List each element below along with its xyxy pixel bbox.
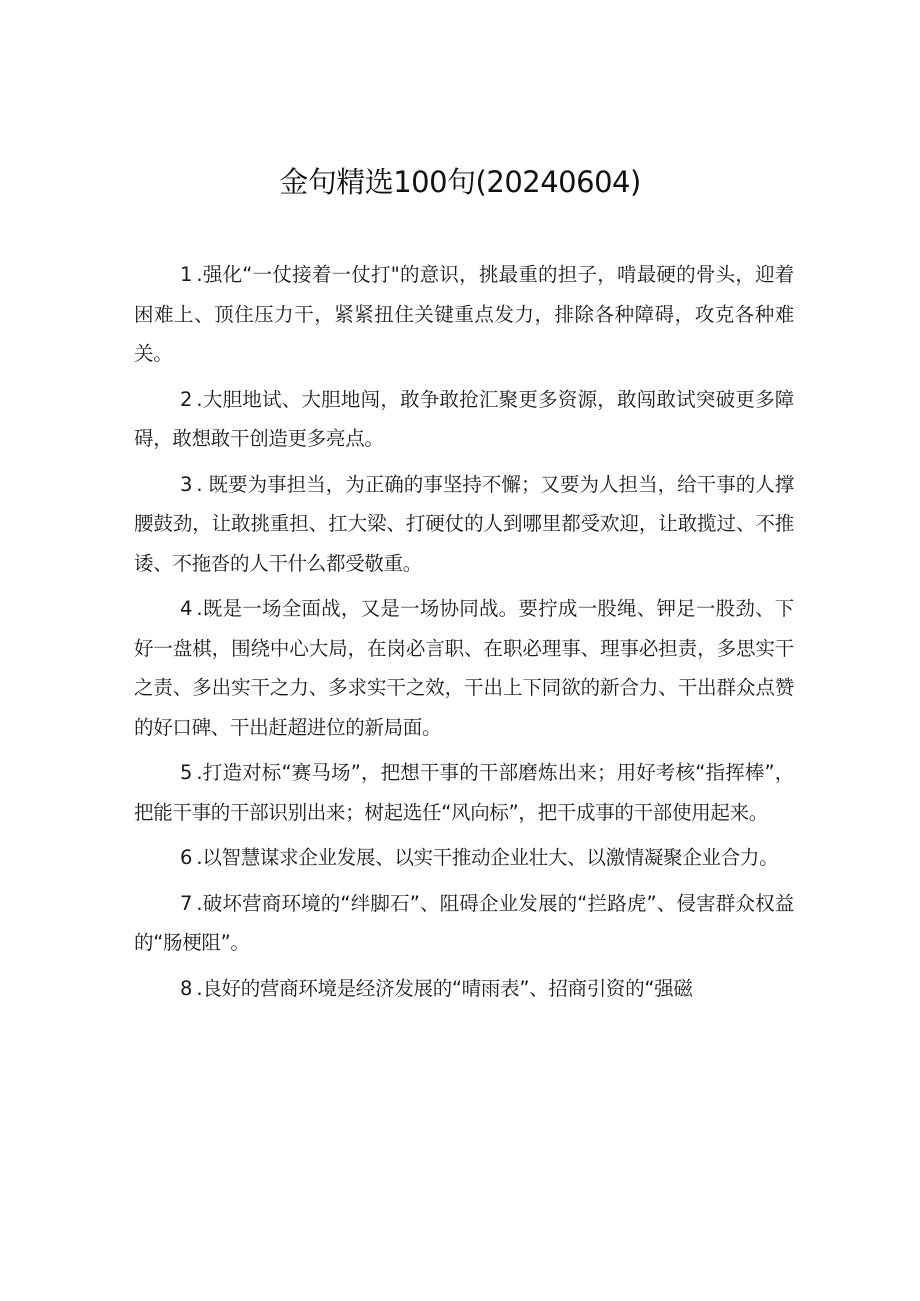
document-title: 金句精选100句(20240604): [279, 165, 641, 199]
quote-item-8: [134, 969, 794, 1009]
item-text: . 既要为事担当，为正确的事坚持不懈；又要为人担当，给干事的人撑腰鼓劲，让敢挑重担、扛大梁、打硬仗的人到哪里都受欢迎，让敢揽过、不推诿、不拖沓的人干什么都受敬重。: [134, 472, 794, 575]
quote-item-5: [134, 753, 794, 832]
quote-item-6: [134, 838, 794, 878]
item-number: 8: [180, 976, 197, 1000]
item-number: 7: [180, 891, 197, 915]
quote-item-7: [134, 884, 794, 963]
document-body: [134, 255, 794, 1014]
item-text: .既是一场全面战，又是一场协同战。要拧成一股绳、钾足一股劲、下好一盘棋，围绕中心大局，在岗必言职、在职必理事、理事必担责，多思实干之责、多出实干之力、多求实干之效，干出上下同欲的新合力、干出群众点赞的好口碑、干出赶超进位的新局面。: [134, 597, 794, 739]
item-text: .大胆地试、大胆地闯，敢争敢抢汇聚更多资源，敢闯敢试突破更多障碍，敢想敢干创造更多亮点。: [134, 387, 794, 450]
item-text: .强化“一仗接着一仗打"的意识，挑最重的担子，啃最硬的骨头，迎着困难上、顶住压力干，紧紧扭住关键重点发力，排除各种障碍，攻克各种难关。: [134, 263, 794, 365]
quote-item-3: [134, 465, 794, 584]
quote-item-1: [134, 255, 794, 374]
item-number: 3: [180, 472, 197, 496]
item-text: .打造对标“赛马场”，把想干事的干部磨炼出来；用好考核“指挥棒”，把能干事的干部识别出来；树起选任“风向标”，把干成事的干部使用起来。: [134, 761, 794, 824]
item-number: 6: [180, 846, 197, 869]
item-number: 5: [180, 761, 197, 784]
item-number: 2: [180, 387, 197, 411]
item-number: 4: [180, 597, 197, 620]
item-text: .以智慧谋求企业发展、以实干推动企业壮大、以激情凝聚企业合力。: [196, 846, 779, 869]
quote-item-4: [134, 589, 794, 747]
item-text: .破坏营商环境的“绊脚石”、阻碍企业发展的“拦路虎”、侵害群众权益的“肠梗阻”。: [134, 891, 794, 954]
quote-item-2: [134, 380, 794, 459]
item-number: 1: [180, 263, 197, 286]
item-text: .良好的营商环境是经济发展的“晴雨表”、招商引资的“强磁: [196, 976, 693, 1000]
